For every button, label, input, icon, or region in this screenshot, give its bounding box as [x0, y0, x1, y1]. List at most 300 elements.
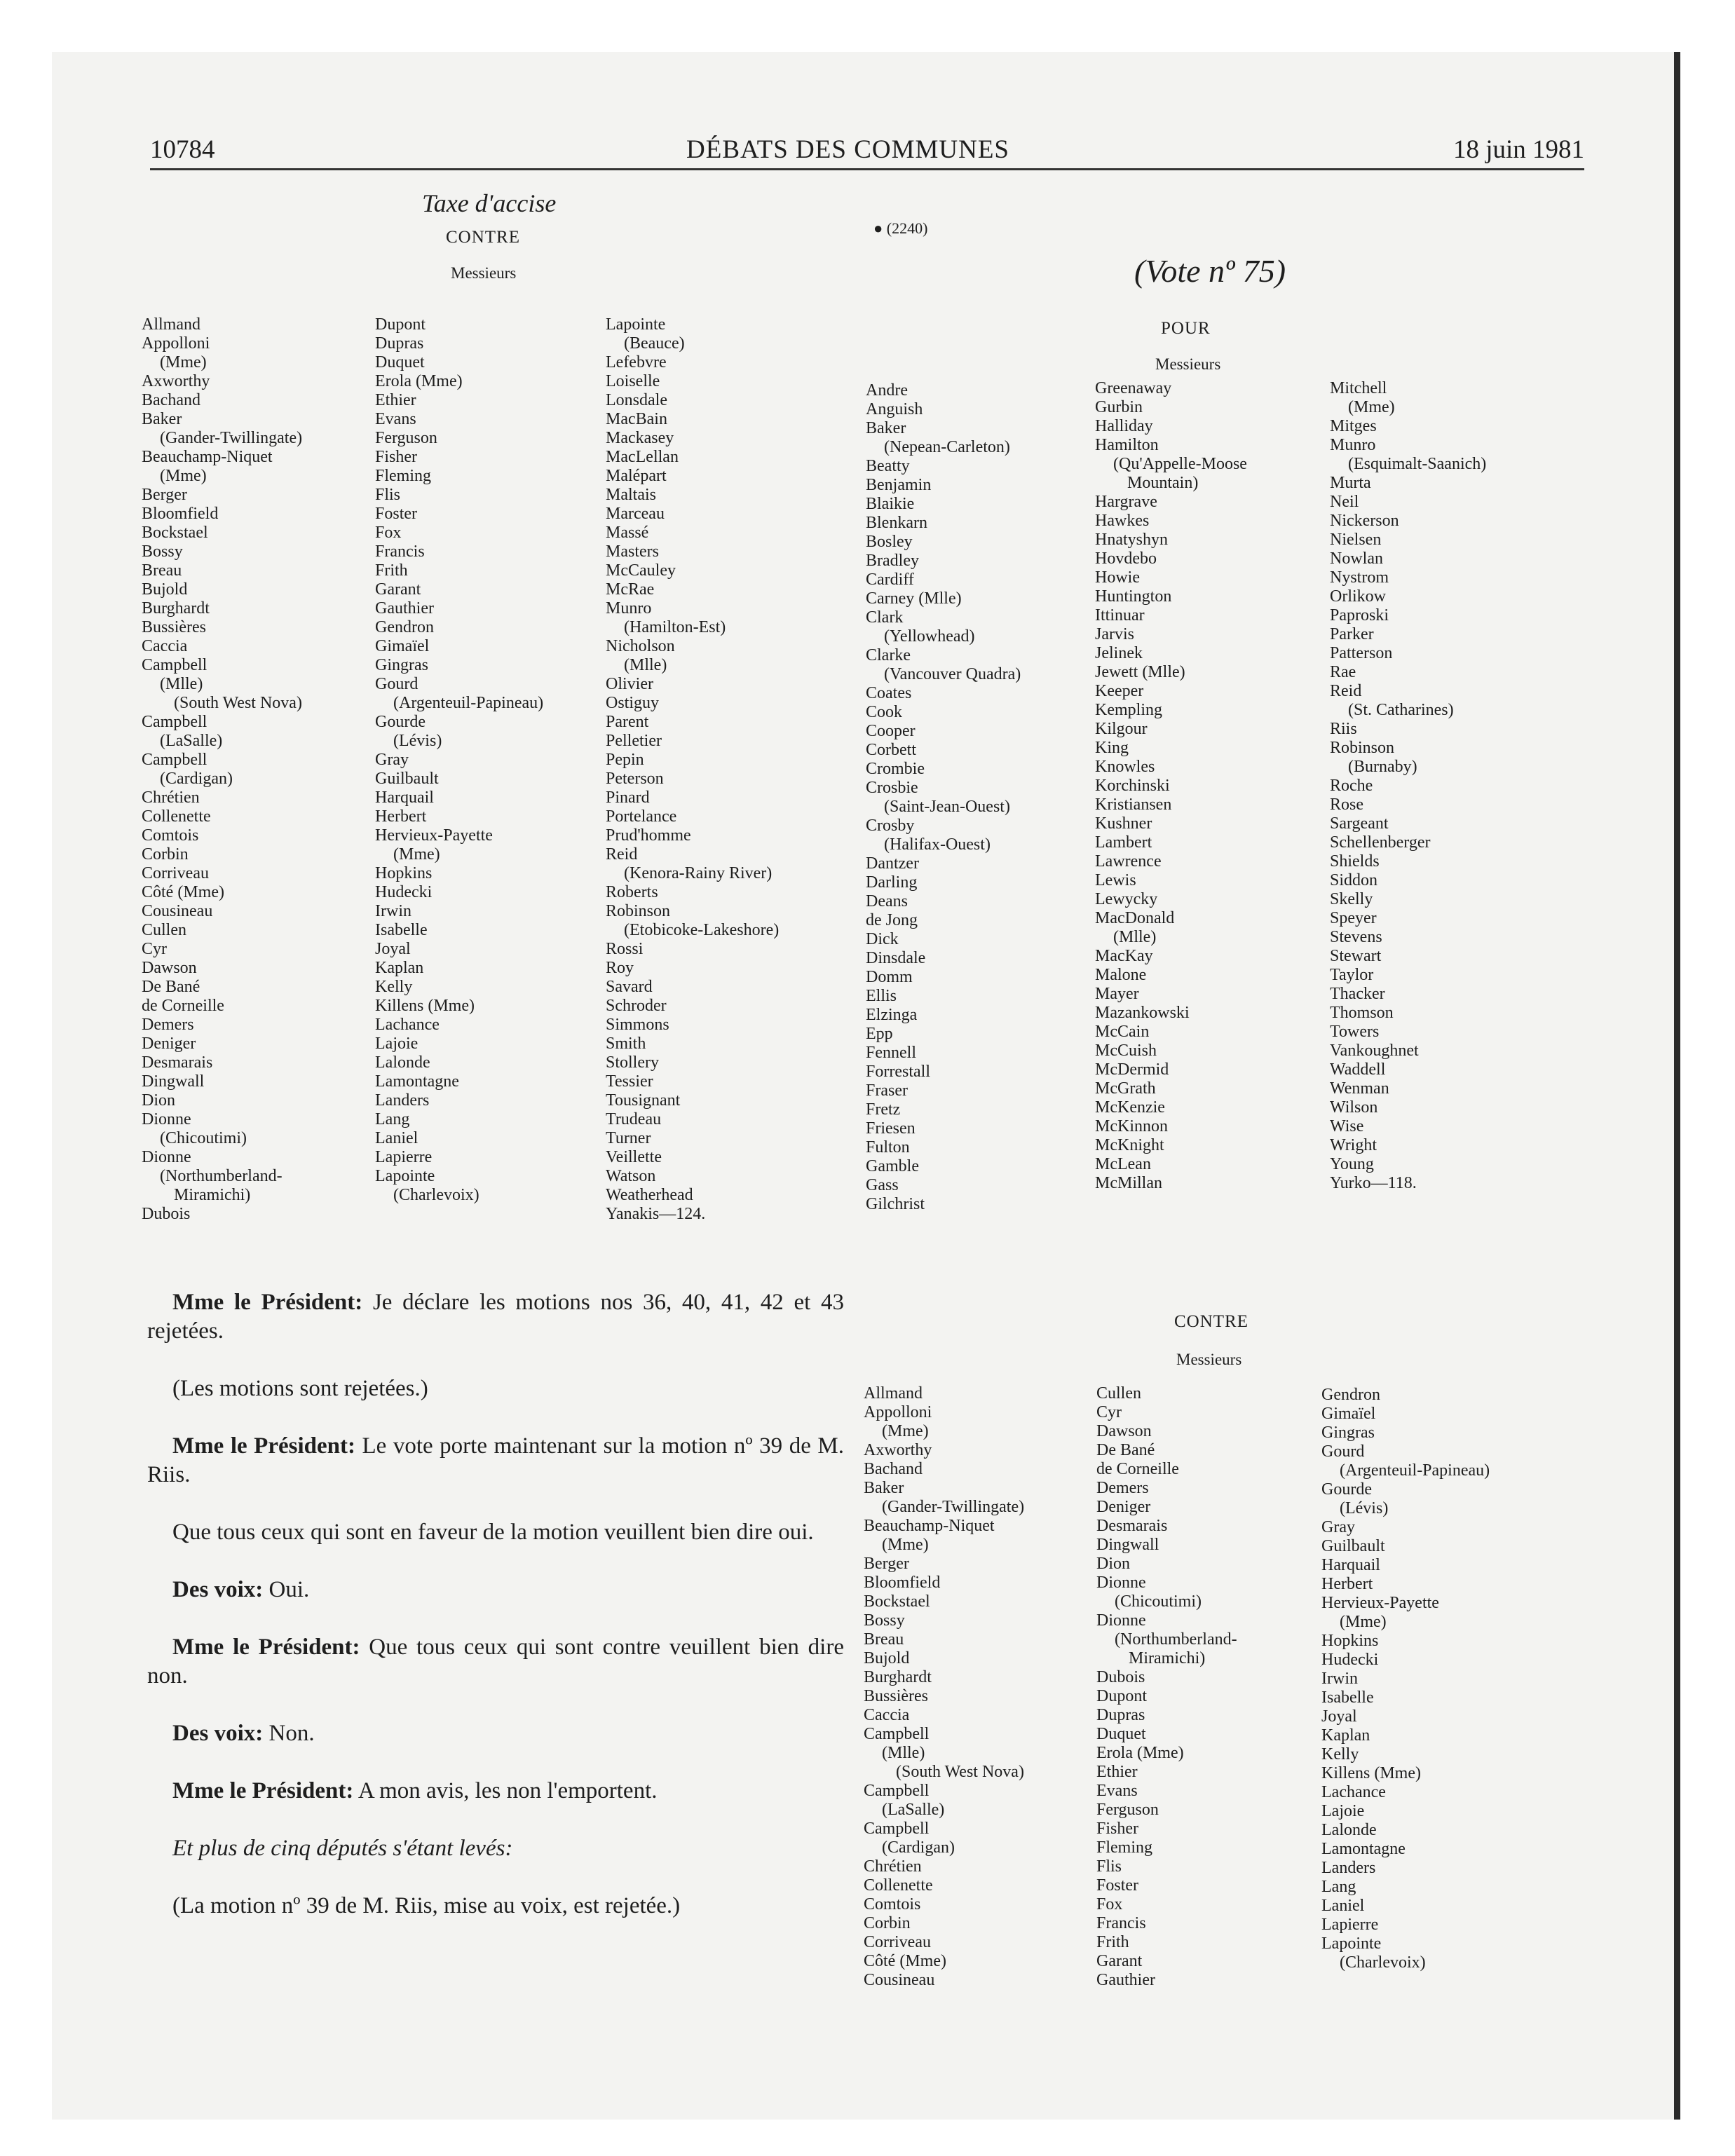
- member-name: Ethier: [1096, 1763, 1138, 1781]
- page-number: 10784: [150, 135, 215, 164]
- member-name: Hovdebo: [1095, 550, 1157, 568]
- member-name: Bradley: [866, 552, 919, 570]
- member-name: Côté (Mme): [142, 883, 224, 901]
- member-name: Dubois: [142, 1205, 191, 1223]
- member-name: Gurbin: [1095, 398, 1143, 416]
- member-name: Fox: [1096, 1895, 1123, 1913]
- member-name: Cook: [866, 703, 903, 721]
- member-name: Ferguson: [1096, 1801, 1159, 1819]
- proceeding-paragraph: [147, 1834, 844, 1863]
- member-name: Breau: [142, 561, 182, 580]
- proceeding-text: A mon avis, les non l'emportent.: [353, 1778, 658, 1803]
- member-name: Frith: [375, 561, 408, 580]
- member-name: Comtois: [864, 1895, 921, 1913]
- member-name: Fleming: [1096, 1838, 1153, 1857]
- member-name: Beauchamp-Niquet: [142, 448, 273, 466]
- member-name: de Corneille: [1096, 1460, 1179, 1478]
- member-name: Hervieux-Payette: [1321, 1594, 1439, 1612]
- member-name: Mitges: [1330, 417, 1377, 435]
- member-name: Killens (Mme): [375, 997, 475, 1015]
- contre-column-3: [1321, 1386, 1490, 1972]
- member-name: MacKay: [1095, 947, 1153, 965]
- member-name: (Mlle): [882, 1744, 925, 1762]
- first-list-column-2: [375, 315, 543, 1205]
- member-name: Bujold: [864, 1649, 910, 1667]
- member-name: Fleming: [375, 467, 432, 485]
- member-name: Darling: [866, 873, 918, 892]
- member-name: Masters: [606, 543, 659, 561]
- member-name: Corriveau: [864, 1933, 931, 1951]
- member-name: Trudeau: [606, 1110, 662, 1128]
- member-name: (Chicoutimi): [1115, 1592, 1202, 1611]
- member-name: (Gander-Twillingate): [882, 1498, 1025, 1516]
- member-name: Lewis: [1095, 871, 1136, 889]
- member-name: (Mme): [160, 353, 207, 371]
- member-name: McCuish: [1095, 1042, 1157, 1060]
- speaker-label: Mme le Président:: [172, 1778, 354, 1803]
- member-name: (Esquimalt-Saanich): [1348, 455, 1487, 473]
- member-name: Berger: [142, 486, 187, 504]
- proceeding-paragraph: [147, 1719, 844, 1748]
- proceeding-text: Non.: [263, 1721, 315, 1746]
- member-name: Corriveau: [142, 864, 209, 882]
- member-name: Hargrave: [1095, 493, 1157, 511]
- member-name: Deans: [866, 892, 908, 910]
- member-name: Cyr: [1096, 1403, 1122, 1421]
- member-name: (Mme): [160, 467, 207, 485]
- member-name: Bloomfield: [142, 505, 219, 523]
- member-name: Breau: [864, 1630, 904, 1649]
- proceeding-text: Et plus de cinq députés s'étant levés:: [172, 1836, 513, 1861]
- member-name: Hopkins: [375, 864, 433, 882]
- member-name: Harquail: [1321, 1556, 1380, 1574]
- member-name: Huntington: [1095, 587, 1172, 606]
- member-name: Gamble: [866, 1157, 919, 1175]
- proceeding-paragraph: [147, 1576, 844, 1604]
- member-name: Corbin: [142, 845, 189, 864]
- member-name: Lachance: [375, 1016, 440, 1034]
- member-name: Roy: [606, 959, 634, 977]
- member-name: (Mme): [882, 1536, 929, 1554]
- member-name: Kaplan: [375, 959, 424, 977]
- member-name: Erola (Mme): [375, 372, 463, 390]
- member-name: Erola (Mme): [1096, 1744, 1184, 1762]
- member-name: Hnatyshyn: [1095, 531, 1168, 549]
- subject-heading: Taxe d'accise: [422, 189, 557, 217]
- member-name: (Nepean-Carleton): [884, 438, 1010, 456]
- member-name: Lapierre: [1321, 1916, 1379, 1934]
- member-name: Malépart: [606, 467, 667, 485]
- member-name: (Charlevoix): [1340, 1953, 1426, 1972]
- member-name: Portelance: [606, 807, 677, 826]
- member-name: Jewett (Mlle): [1095, 663, 1185, 681]
- member-name: (South West Nova): [174, 694, 302, 712]
- member-name: Lapointe: [375, 1167, 435, 1185]
- member-name: Mazankowski: [1095, 1004, 1190, 1022]
- member-name: Mountain): [1127, 474, 1199, 492]
- member-name: Robinson: [606, 902, 671, 920]
- member-name: Caccia: [142, 637, 188, 655]
- member-name: Cousineau: [142, 902, 213, 920]
- member-name: (Yellowhead): [884, 627, 975, 646]
- member-name: Berger: [864, 1555, 909, 1573]
- member-name: Herbert: [375, 807, 427, 826]
- proceeding-paragraph: [147, 1288, 844, 1346]
- member-name: Lefebvre: [606, 353, 667, 371]
- member-name: (Vancouver Quadra): [884, 665, 1021, 683]
- member-name: Gourde: [1321, 1480, 1372, 1499]
- member-name: Siddon: [1330, 871, 1378, 889]
- first-list-column-1: [142, 315, 302, 1224]
- member-name: Olivier: [606, 675, 653, 693]
- member-name: Roche: [1330, 777, 1373, 795]
- page-date: 18 juin 1981: [1452, 135, 1584, 164]
- member-name: Howie: [1095, 568, 1140, 587]
- member-name: de Corneille: [142, 997, 224, 1015]
- member-name: (Burnaby): [1348, 758, 1417, 776]
- member-name: Desmarais: [142, 1053, 213, 1072]
- member-name: McKinnon: [1095, 1117, 1168, 1135]
- member-name: Vankoughnet: [1330, 1042, 1419, 1060]
- member-name: Evans: [1096, 1782, 1138, 1800]
- member-name: Massé: [606, 524, 649, 542]
- member-name: Cullen: [142, 921, 186, 939]
- member-name: Lamontagne: [1321, 1840, 1406, 1858]
- member-name: Kaplan: [1321, 1726, 1370, 1745]
- proceeding-text: (La motion nº 39 de M. Riis, mise au voix, est rejetée.): [172, 1893, 681, 1918]
- member-name: Pinard: [606, 789, 650, 807]
- member-name: Wright: [1330, 1136, 1377, 1154]
- proceedings-text: [147, 1288, 844, 1949]
- first-list-heading: CONTRE: [446, 228, 520, 247]
- member-name: (Mme): [1340, 1613, 1387, 1631]
- header-rule: [150, 168, 1584, 170]
- member-name: Cyr: [142, 940, 167, 958]
- member-name: (Halifax-Ouest): [884, 835, 991, 854]
- member-name: Kempling: [1095, 701, 1162, 719]
- member-name: Isabelle: [375, 921, 428, 939]
- member-name: McRae: [606, 580, 655, 599]
- member-name: Irwin: [375, 902, 411, 920]
- member-name: Cardiff: [866, 571, 914, 589]
- member-name: Burghardt: [142, 599, 210, 618]
- contre-subheading: Messieurs: [1176, 1351, 1242, 1368]
- member-name: Ostiguy: [606, 694, 660, 712]
- member-name: Riis: [1330, 720, 1357, 738]
- member-name: Côté (Mme): [864, 1952, 946, 1970]
- member-name: Dionne: [142, 1110, 191, 1128]
- member-name: McCauley: [606, 561, 676, 580]
- member-name: Dion: [1096, 1555, 1130, 1573]
- member-name: Malone: [1095, 966, 1147, 984]
- member-name: Skelly: [1330, 890, 1373, 908]
- proceeding-paragraph: [147, 1374, 844, 1403]
- member-name: Andre: [866, 381, 908, 400]
- member-name: Dionne: [1096, 1574, 1146, 1592]
- member-name: Korchinski: [1095, 777, 1170, 795]
- speaker-label: Mme le Président:: [172, 1635, 360, 1660]
- member-name: Lambert: [1095, 833, 1152, 852]
- member-name: Young: [1330, 1155, 1374, 1173]
- member-name: Nicholson: [606, 637, 675, 655]
- member-name: Lapointe: [606, 315, 666, 334]
- member-name: McKenzie: [1095, 1098, 1165, 1117]
- member-name: Maltais: [606, 486, 656, 504]
- member-name: Dupras: [375, 334, 424, 353]
- member-name: Ittinuar: [1095, 606, 1145, 625]
- member-name: Dantzer: [866, 854, 919, 873]
- member-name: Duquet: [1096, 1725, 1146, 1743]
- member-name: Hawkes: [1095, 512, 1150, 530]
- member-name: Burghardt: [864, 1668, 932, 1686]
- member-name: Campbell: [864, 1820, 930, 1838]
- member-name: Isabelle: [1321, 1688, 1374, 1707]
- member-name: (LaSalle): [160, 732, 223, 750]
- member-name: McKnight: [1095, 1136, 1164, 1154]
- member-name: (Gander-Twillingate): [160, 429, 303, 447]
- member-name: (Chicoutimi): [160, 1129, 247, 1147]
- proceeding-paragraph: [147, 1892, 844, 1920]
- member-name: Lapointe: [1321, 1935, 1382, 1953]
- proceeding-paragraph: [147, 1777, 844, 1806]
- member-name: De Bané: [142, 978, 200, 996]
- member-name: Cullen: [1096, 1384, 1141, 1403]
- member-name: Beauchamp-Niquet: [864, 1517, 995, 1535]
- member-name: Bossy: [864, 1611, 905, 1630]
- member-name: Axworthy: [864, 1441, 932, 1459]
- member-name: Bockstael: [142, 524, 208, 542]
- member-name: (Mlle): [160, 675, 203, 693]
- member-name: Neil: [1330, 493, 1359, 511]
- member-name: (Charlevoix): [393, 1186, 479, 1204]
- member-name: Lang: [375, 1110, 410, 1128]
- contre-heading: CONTRE: [1174, 1312, 1248, 1331]
- member-name: Dingwall: [1096, 1536, 1159, 1554]
- member-name: Dawson: [142, 959, 197, 977]
- member-name: Loiselle: [606, 372, 660, 390]
- member-name: Campbell: [864, 1725, 930, 1743]
- vote-title: (Vote nº 75): [1134, 253, 1286, 289]
- member-name: Gray: [375, 751, 409, 769]
- member-name: Dawson: [1096, 1422, 1152, 1440]
- member-name: Gilchrist: [866, 1195, 925, 1213]
- member-name: Fennell: [866, 1044, 916, 1062]
- member-name: Axworthy: [142, 372, 210, 390]
- member-name: Watson: [606, 1167, 656, 1185]
- member-name: Gimaïel: [375, 637, 430, 655]
- member-name: (Kenora-Rainy River): [624, 864, 773, 882]
- member-name: Comtois: [142, 826, 199, 845]
- member-name: de Jong: [866, 911, 918, 929]
- member-name: Stollery: [606, 1053, 659, 1072]
- member-name: Orlikow: [1330, 587, 1386, 606]
- member-name: Deniger: [142, 1035, 196, 1053]
- member-name: Lamontagne: [375, 1072, 459, 1091]
- member-name: Corbin: [864, 1914, 911, 1932]
- member-name: Campbell: [864, 1782, 930, 1800]
- member-name: (Saint-Jean-Ouest): [884, 798, 1010, 816]
- member-name: Dionne: [1096, 1611, 1146, 1630]
- member-name: Mackasey: [606, 429, 674, 447]
- member-name: Guilbault: [375, 770, 439, 788]
- member-name: Gingras: [375, 656, 428, 674]
- member-name: Dubois: [1096, 1668, 1145, 1686]
- member-name: Baker: [142, 410, 182, 428]
- member-name: McDermid: [1095, 1060, 1169, 1079]
- member-name: Speyer: [1330, 909, 1377, 927]
- member-name: Chrétien: [142, 789, 200, 807]
- proceeding-text: Oui.: [263, 1577, 310, 1602]
- member-name: Kelly: [375, 978, 413, 996]
- member-name: Lawrence: [1095, 852, 1162, 871]
- member-name: Bujold: [142, 580, 188, 599]
- member-name: Friesen: [866, 1119, 916, 1138]
- member-name: Parker: [1330, 625, 1374, 643]
- member-name: Dupont: [375, 315, 426, 334]
- member-name: Evans: [375, 410, 416, 428]
- member-name: Gray: [1321, 1518, 1355, 1536]
- member-name: Hamilton: [1095, 436, 1159, 454]
- member-name: Wise: [1330, 1117, 1364, 1135]
- member-name: Flis: [375, 486, 401, 504]
- member-name: (Argenteuil-Papineau): [1340, 1461, 1490, 1480]
- member-name: Hervieux-Payette: [375, 826, 493, 845]
- member-name: Crosbie: [866, 779, 918, 797]
- member-name: Dionne: [142, 1148, 191, 1166]
- speaker-label: Mme le Président:: [172, 1433, 355, 1459]
- member-name: (Mme): [393, 845, 440, 864]
- member-name: (Mme): [1348, 398, 1395, 416]
- member-name: Tessier: [606, 1072, 653, 1091]
- member-name: Anguish: [866, 400, 923, 418]
- contre-column-2: [1096, 1384, 1237, 1990]
- member-name: Fulton: [866, 1138, 910, 1157]
- member-name: Frith: [1096, 1933, 1129, 1951]
- member-name: Ellis: [866, 987, 897, 1005]
- member-name: Kilgour: [1095, 720, 1148, 738]
- member-name: (Qu'Appelle-Moose: [1113, 455, 1247, 473]
- member-name: Shields: [1330, 852, 1380, 871]
- member-name: Landers: [1321, 1859, 1376, 1877]
- member-name: Lajoie: [375, 1035, 419, 1053]
- member-name: Rossi: [606, 940, 644, 958]
- member-name: Turner: [606, 1129, 651, 1147]
- member-name: (Mlle): [624, 656, 667, 674]
- member-name: Miramichi): [1129, 1649, 1206, 1667]
- member-name: Coates: [866, 684, 912, 702]
- member-name: Laniel: [375, 1129, 419, 1147]
- member-name: Fretz: [866, 1100, 901, 1119]
- member-name: Wenman: [1330, 1079, 1389, 1098]
- member-name: Fox: [375, 524, 402, 542]
- member-name: Thomson: [1330, 1004, 1394, 1022]
- member-name: Thacker: [1330, 985, 1385, 1003]
- pour-column-3: [1330, 379, 1486, 1193]
- member-name: Cousineau: [864, 1971, 935, 1989]
- member-name: Beatty: [866, 457, 910, 475]
- member-name: Foster: [1096, 1876, 1138, 1895]
- member-name: Blenkarn: [866, 514, 927, 532]
- member-name: Dupras: [1096, 1706, 1145, 1724]
- member-name: Joyal: [375, 940, 411, 958]
- proceeding-paragraph: [147, 1432, 844, 1489]
- member-name: Murta: [1330, 474, 1371, 492]
- member-name: Nickerson: [1330, 512, 1399, 530]
- member-name: Jelinek: [1095, 644, 1143, 662]
- member-name: Bockstael: [864, 1592, 930, 1611]
- member-name: Kelly: [1321, 1745, 1359, 1763]
- member-name: Hopkins: [1321, 1632, 1379, 1650]
- member-name: Gauthier: [375, 599, 434, 618]
- member-name: Francis: [1096, 1914, 1146, 1932]
- member-name: Yanakis—124.: [606, 1205, 706, 1223]
- member-name: Collenette: [864, 1876, 933, 1895]
- member-name: Nowlan: [1330, 550, 1383, 568]
- member-name: Prud'homme: [606, 826, 691, 845]
- member-name: Gourde: [375, 713, 426, 731]
- member-name: Domm: [866, 968, 913, 986]
- journal-title: DÉBATS DES COMMUNES: [686, 135, 1010, 164]
- member-name: Rose: [1330, 796, 1363, 814]
- member-name: MacBain: [606, 410, 667, 428]
- member-name: Marceau: [606, 505, 665, 523]
- member-name: Allmand: [142, 315, 200, 334]
- member-name: Schroder: [606, 997, 667, 1015]
- member-name: Halliday: [1095, 417, 1153, 435]
- member-name: (Hamilton-Est): [624, 618, 726, 636]
- first-list-column-3: [606, 315, 779, 1224]
- member-name: Nystrom: [1330, 568, 1389, 587]
- proceeding-text: (Les motions sont rejetées.): [172, 1376, 428, 1401]
- member-name: Bussières: [142, 618, 206, 636]
- proceeding-text: Je déclare les motions nos 36, 40, 41, 42 et 43 rejetées.: [147, 1290, 844, 1344]
- member-name: Schellenberger: [1330, 833, 1431, 852]
- member-name: Campbell: [142, 751, 207, 769]
- member-name: McCain: [1095, 1023, 1150, 1041]
- member-name: King: [1095, 739, 1129, 757]
- member-name: Munro: [606, 599, 652, 618]
- member-name: Roberts: [606, 883, 658, 901]
- member-name: Patterson: [1330, 644, 1393, 662]
- member-name: Robinson: [1330, 739, 1395, 757]
- member-name: Chrétien: [864, 1857, 922, 1876]
- member-name: Forrestall: [866, 1063, 930, 1081]
- member-name: Munro: [1330, 436, 1376, 454]
- member-name: Jarvis: [1095, 625, 1134, 643]
- proceeding-text: Que tous ceux qui sont contre veuillent bien dire non.: [147, 1635, 844, 1688]
- member-name: Weatherhead: [606, 1186, 693, 1204]
- member-name: (South West Nova): [896, 1763, 1024, 1781]
- member-name: Hudecki: [1321, 1651, 1379, 1669]
- member-name: Rae: [1330, 663, 1356, 681]
- member-name: (Northumberland-: [1115, 1630, 1237, 1649]
- member-name: (Lévis): [1340, 1499, 1389, 1517]
- member-name: Corbett: [866, 741, 916, 759]
- member-name: Sargeant: [1330, 814, 1389, 833]
- member-name: (Mlle): [1113, 928, 1157, 946]
- member-name: Demers: [142, 1016, 194, 1034]
- member-name: Harquail: [375, 789, 434, 807]
- member-name: Kushner: [1095, 814, 1152, 833]
- member-name: Towers: [1330, 1023, 1380, 1041]
- member-name: Waddell: [1330, 1060, 1386, 1079]
- member-name: Elzinga: [866, 1006, 918, 1024]
- member-name: Paproski: [1330, 606, 1389, 625]
- member-name: Pepin: [606, 751, 644, 769]
- member-name: (Northumberland-: [160, 1167, 283, 1185]
- member-name: Lapierre: [375, 1148, 433, 1166]
- time-marker: ● (2240): [873, 219, 928, 237]
